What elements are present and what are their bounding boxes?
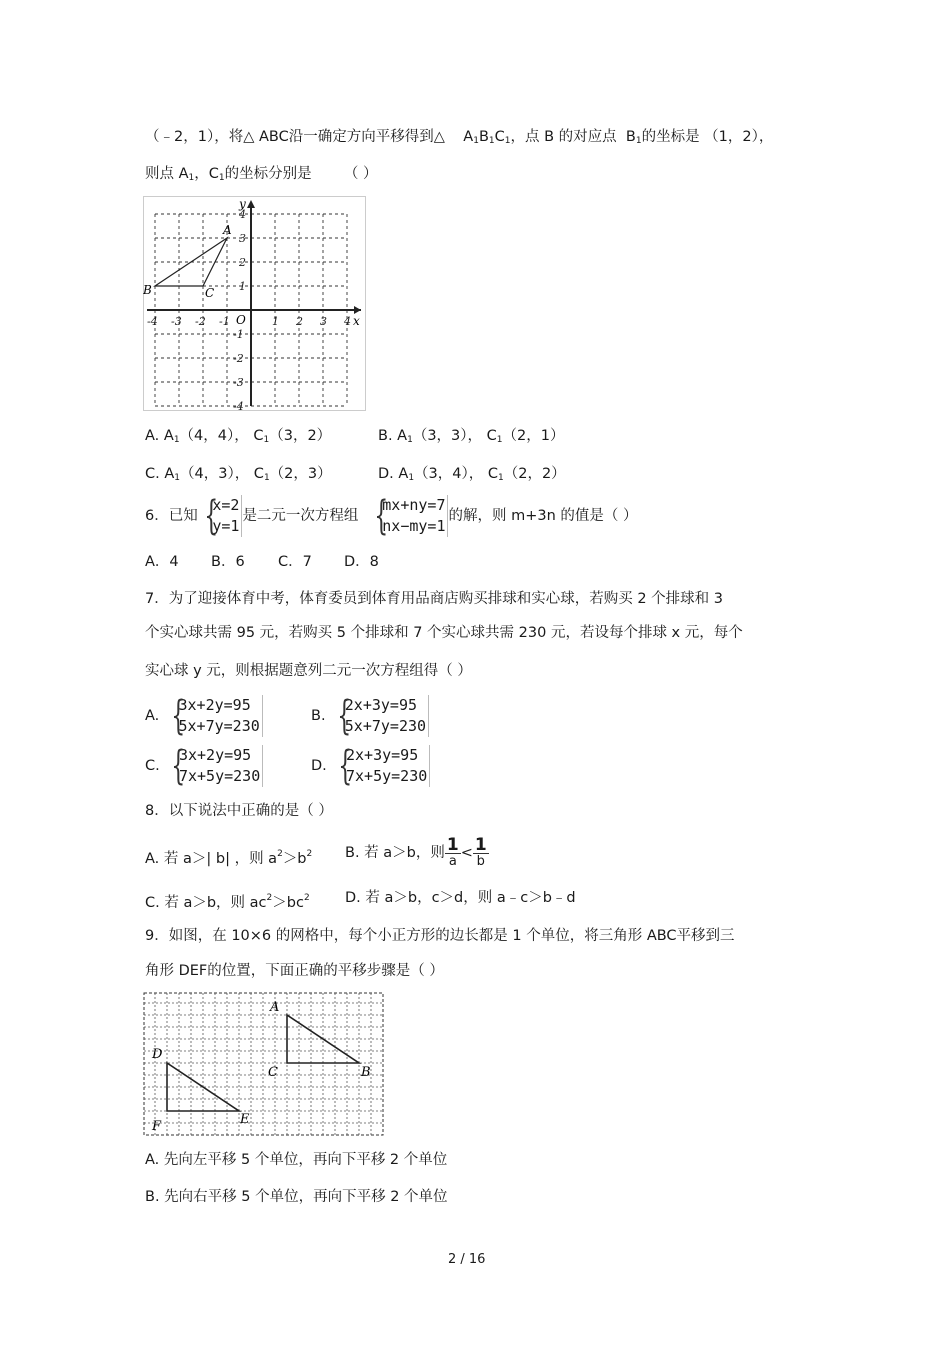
x-axis-label: x xyxy=(353,314,360,328)
q7-option-a[interactable]: A. { 3x+2y=95 5x+7y=230 xyxy=(145,692,263,740)
q6-option-c[interactable]: C．7 xyxy=(278,554,312,570)
q8-option-a[interactable]: A. 若 a＞| b| ，则 $a^2>b^2$ xyxy=(145,849,313,867)
y-tick-label: 2 xyxy=(239,256,246,269)
q7-line2: 个实心球共需 95 元，若购买 5 个排球和 7 个实心球共需 230 元，若设每个排球 x 元，每个 xyxy=(145,625,743,641)
point-c-label: C xyxy=(205,286,215,300)
q6-option-d[interactable]: D．8 xyxy=(344,554,379,570)
q7-option-d[interactable]: D. { 2x+3y=95 7x+5y=230 xyxy=(311,742,430,790)
q9-option-a[interactable]: A. 先向左平移 5 个单位，再向下平移 2 个单位 xyxy=(145,1152,448,1168)
fraction-1-over-a: $\frac{1}{a}$ xyxy=(446,834,459,869)
x-tick-label: 1 xyxy=(272,315,279,328)
x-tick-label: -1 xyxy=(219,315,230,328)
q9-grid-figure xyxy=(143,992,384,1137)
y-tick-label: 3 xyxy=(239,232,246,245)
q5-line1: （﹣2，1），将△ ABC沿一确定方向平移得到△ $A_1B_1C_1$，点 B 的对应点 $B_1$的坐标是 （1，2）， xyxy=(145,129,774,146)
x-tick-label: 3 xyxy=(320,315,327,328)
q6-system-2: { mx+ny=7 nx−my=1 xyxy=(372,495,448,537)
q9-option-b[interactable]: B. 先向右平移 5 个单位，再向下平移 2 个单位 xyxy=(145,1189,448,1205)
point-b-label: B xyxy=(143,283,152,297)
q8-option-d[interactable]: D. 若 a＞b，c＞d，则 a﹣c＞b﹣d xyxy=(345,890,576,906)
fraction-1-over-b: $\frac{1}{b}$ xyxy=(474,834,487,869)
q7-line3: 实心球 y 元，则根据题意列二元一次方程组得（ ） xyxy=(145,663,472,679)
y-tick-label: -2 xyxy=(233,352,244,365)
q9-line1: 9．如图，在 10×6 的网格中，每个小正方形的边长都是 1 个单位，将三角形 ABC平移到三 xyxy=(145,928,735,944)
label-c: C xyxy=(268,1065,278,1080)
y-tick-label: -1 xyxy=(233,328,244,341)
label-a: A xyxy=(270,1000,280,1015)
q6-stem: 6．已知 { x=2 y=1 是二元一次方程组 { mx+ny=7 nx−my=1 的解，则 m+3n 的值是（ ） xyxy=(145,493,638,539)
q6-option-b[interactable]: B．6 xyxy=(211,554,245,570)
q5-option-d[interactable]: D. $A_1(3$，4）， $C_1(2$，2） xyxy=(378,466,566,483)
label-e: E xyxy=(240,1112,250,1127)
x-tick-label: -3 xyxy=(171,315,182,328)
q7-line1: 7．为了迎接体育中考，体育委员到体育用品商店购买排球和实心球，若购买 2 个排球和 3 xyxy=(145,591,723,607)
q5-line2: 则点 $A_1$，$C_1$的坐标分别是 （ ） xyxy=(145,166,378,183)
y-tick-label: 4 xyxy=(239,208,246,221)
q9-line2: 角形 DEF的位置，下面正确的平移步骤是（ ） xyxy=(145,963,444,979)
x-tick-label: 4 xyxy=(344,315,351,328)
label-d: D xyxy=(152,1047,163,1062)
y-tick-label: -3 xyxy=(233,376,244,389)
label-f: F xyxy=(152,1119,162,1134)
x-tick-label: -2 xyxy=(195,315,206,328)
y-tick-label: 1 xyxy=(239,280,246,293)
q5-option-a[interactable]: A. $A_1(4$，4）， $C_1(3$，2） xyxy=(145,428,332,445)
q5-coordinate-graph xyxy=(143,196,367,412)
label-b: B xyxy=(361,1065,371,1080)
q8-stem: 8．以下说法中正确的是（ ） xyxy=(145,803,333,819)
x-tick-label: 2 xyxy=(296,315,303,328)
x-tick-label: -4 xyxy=(147,315,158,328)
y-tick-label: -4 xyxy=(233,400,244,412)
q8-option-b[interactable]: B. 若 a＞b，则 $\frac{1}{a}$ < $\frac{1}{b}$ xyxy=(345,834,487,869)
q7-option-b[interactable]: B. { 2x+3y=95 5x+7y=230 xyxy=(311,692,429,740)
y-axis-label: y xyxy=(239,197,246,211)
q7-option-c[interactable]: C. { 3x+2y=95 7x+5y=230 xyxy=(145,742,263,790)
q8-option-c[interactable]: C. 若 a＞b，则 $ac^2>bc^2$ xyxy=(145,893,310,911)
q5-option-b[interactable]: B. $A_1(3$，3）， $C_1(2$，1） xyxy=(378,428,565,445)
page-number: 2 / 16 xyxy=(448,1252,486,1267)
q6-system-1: { x=2 y=1 xyxy=(202,495,242,537)
origin-label: O xyxy=(236,313,246,327)
q5-option-c[interactable]: C. $A_1(4$，3）， $C_1(2$，3） xyxy=(145,466,332,483)
point-a-label: A xyxy=(223,223,232,237)
q6-option-a[interactable]: A．4 xyxy=(145,554,179,570)
